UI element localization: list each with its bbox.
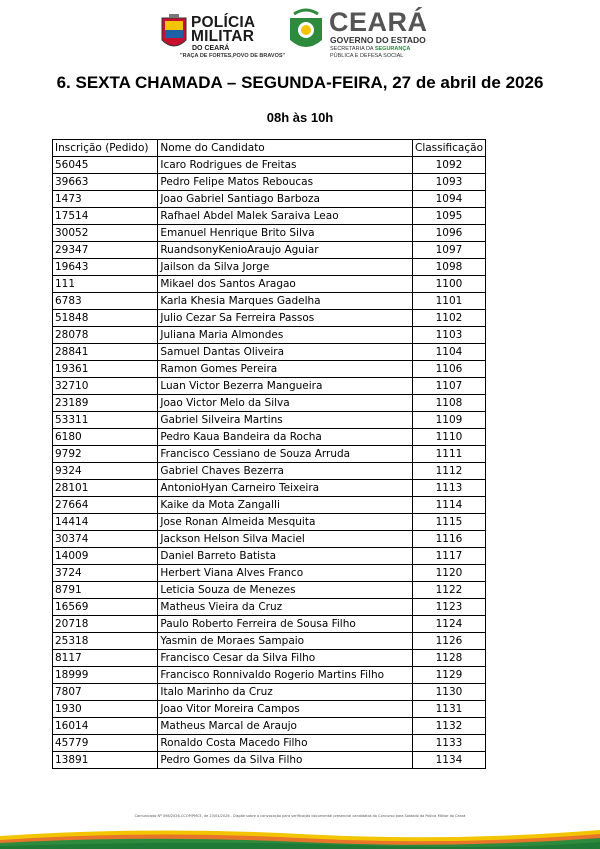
pm-line1: POLÍCIA <box>191 14 256 31</box>
cell-nome: Italo Marinho da Cruz <box>158 684 413 701</box>
table-row <box>53 378 486 395</box>
cell-nome: Juliana Maria Almondes <box>158 327 413 344</box>
cell-classificacao: 1100 <box>413 276 486 293</box>
cell-classificacao: 1109 <box>413 412 486 429</box>
time-slot: 08h às 10h <box>266 110 334 125</box>
cell-classificacao: 1129 <box>413 667 486 684</box>
cell-nome: Daniel Barreto Batista <box>158 548 413 565</box>
cell-nome: Jose Ronan Almeida Mesquita <box>158 514 413 531</box>
cell-classificacao: 1101 <box>413 293 486 310</box>
table-row <box>53 327 486 344</box>
cell-inscricao: 18999 <box>53 667 158 684</box>
cell-classificacao: 1092 <box>413 157 486 174</box>
table-body <box>53 157 486 769</box>
cell-nome: Ronaldo Costa Macedo Filho <box>158 735 413 752</box>
cell-inscricao: 30374 <box>53 531 158 548</box>
table-row <box>53 259 486 276</box>
table-row <box>53 582 486 599</box>
cell-inscricao: 29347 <box>53 242 158 259</box>
table-row <box>53 361 486 378</box>
cell-classificacao: 1116 <box>413 531 486 548</box>
cell-nome: Pedro Kaua Bandeira da Rocha <box>158 429 413 446</box>
cell-classificacao: 1132 <box>413 718 486 735</box>
cell-inscricao: 9792 <box>53 446 158 463</box>
sec-highlight: SEGURANÇA <box>374 46 411 52</box>
table-row <box>53 157 486 174</box>
cell-classificacao: 1131 <box>413 701 486 718</box>
cell-classificacao: 1133 <box>413 735 486 752</box>
pm-slogan: "RAÇA DE FORTES,POVO DE BRAVOS" <box>180 53 286 59</box>
cell-inscricao: 9324 <box>53 463 158 480</box>
cell-classificacao: 1096 <box>413 225 486 242</box>
cell-classificacao: 1095 <box>413 208 486 225</box>
cell-nome: Francisco Cessiano de Souza Arruda <box>158 446 413 463</box>
cell-nome: Pedro Gomes da Silva Filho <box>158 752 413 769</box>
cell-nome: Joao Victor Melo da Silva <box>158 395 413 412</box>
header-classificacao: Classificação <box>413 140 486 157</box>
cell-inscricao: 6783 <box>53 293 158 310</box>
sec-part1: SECRETARIA DA <box>330 46 374 52</box>
cell-inscricao: 7807 <box>53 684 158 701</box>
header-nome: Nome do Candidato <box>158 140 413 157</box>
table-row <box>53 310 486 327</box>
pm-line3: DO CEARÁ <box>192 45 230 52</box>
footer-color-band <box>0 822 600 849</box>
cell-classificacao: 1130 <box>413 684 486 701</box>
cell-inscricao: 56045 <box>53 157 158 174</box>
cell-inscricao: 111 <box>53 276 158 293</box>
cell-classificacao: 1113 <box>413 480 486 497</box>
table-row <box>53 650 486 667</box>
cell-nome: Jackson Helson Silva Maciel <box>158 531 413 548</box>
table-row <box>53 752 486 769</box>
pm-shield-icon <box>160 14 188 54</box>
table-row <box>53 276 486 293</box>
pm-logo-text <box>191 16 255 44</box>
cell-inscricao: 51848 <box>53 310 158 327</box>
cell-inscricao: 14414 <box>53 514 158 531</box>
cell-nome: AntonioHyan Carneiro Teixeira <box>158 480 413 497</box>
cell-classificacao: 1114 <box>413 497 486 514</box>
ceara-title: CEARÁ <box>329 7 428 37</box>
table-row <box>53 242 486 259</box>
table-row <box>53 412 486 429</box>
cell-inscricao: 20718 <box>53 616 158 633</box>
table-row <box>53 480 486 497</box>
cell-inscricao: 28101 <box>53 480 158 497</box>
sec-part2: PÚBLICA E DEFESA SOCIAL <box>330 52 404 59</box>
cell-nome: Paulo Roberto Ferreira de Sousa Filho <box>158 616 413 633</box>
cell-nome: Mikael dos Santos Aragao <box>158 276 413 293</box>
cell-nome: Joao Gabriel Santiago Barboza <box>158 191 413 208</box>
cell-classificacao: 1112 <box>413 463 486 480</box>
table-row <box>53 633 486 650</box>
cell-nome: Gabriel Chaves Bezerra <box>158 463 413 480</box>
cell-nome: Samuel Dantas Oliveira <box>158 344 413 361</box>
table-row <box>53 293 486 310</box>
table-row <box>53 174 486 191</box>
cell-inscricao: 16569 <box>53 599 158 616</box>
cell-nome: RuandsonyKenioAraujo Aguiar <box>158 242 413 259</box>
cell-inscricao: 19643 <box>53 259 158 276</box>
cell-inscricao: 3724 <box>53 565 158 582</box>
cell-inscricao: 28841 <box>53 344 158 361</box>
cell-nome: Joao Vitor Moreira Campos <box>158 701 413 718</box>
cell-nome: Matheus Marcal de Araujo <box>158 718 413 735</box>
cell-classificacao: 1107 <box>413 378 486 395</box>
cell-inscricao: 27664 <box>53 497 158 514</box>
cell-classificacao: 1124 <box>413 616 486 633</box>
table-row <box>53 599 486 616</box>
cell-inscricao: 39663 <box>53 174 158 191</box>
governo-label: GOVERNO DO ESTADO <box>330 35 426 45</box>
table-row <box>53 208 486 225</box>
cell-inscricao: 1930 <box>53 701 158 718</box>
cell-classificacao: 1122 <box>413 582 486 599</box>
cell-nome: Francisco Ronnivaldo Rogerio Martins Filho <box>158 667 413 684</box>
cell-nome: Herbert Viana Alves Franco <box>158 565 413 582</box>
table-row <box>53 531 486 548</box>
table-row <box>53 344 486 361</box>
table-row <box>53 667 486 684</box>
cell-nome: Gabriel Silveira Martins <box>158 412 413 429</box>
cell-nome: Jailson da Silva Jorge <box>158 259 413 276</box>
table-row <box>53 514 486 531</box>
cell-inscricao: 1473 <box>53 191 158 208</box>
cell-nome: Luan Victor Bezerra Mangueira <box>158 378 413 395</box>
cell-classificacao: 1097 <box>413 242 486 259</box>
cell-inscricao: 23189 <box>53 395 158 412</box>
cell-classificacao: 1108 <box>413 395 486 412</box>
cell-inscricao: 8791 <box>53 582 158 599</box>
footer-text: Comunicado Nº 098/2026-CCOP/PMCE, de 23/04/2026 - Dispõe sobre a convocação para verificação documental presencial candidatos do Concurso para Soldado da Polícia Militar do Ceará <box>134 814 466 818</box>
cell-nome: Francisco Cesar da Silva Filho <box>158 650 413 667</box>
table-row <box>53 684 486 701</box>
secretaria-label <box>330 46 410 59</box>
header <box>0 8 600 58</box>
cell-nome: Emanuel Henrique Brito Silva <box>158 225 413 242</box>
cell-classificacao: 1103 <box>413 327 486 344</box>
ceara-emblem-icon <box>286 8 326 56</box>
cell-classificacao: 1115 <box>413 514 486 531</box>
table-row <box>53 225 486 242</box>
table-row <box>53 463 486 480</box>
cell-classificacao: 1106 <box>413 361 486 378</box>
cell-classificacao: 1123 <box>413 599 486 616</box>
cell-inscricao: 53311 <box>53 412 158 429</box>
cell-inscricao: 19361 <box>53 361 158 378</box>
cell-classificacao: 1094 <box>413 191 486 208</box>
cell-inscricao: 30052 <box>53 225 158 242</box>
cell-nome: Rafhael Abdel Malek Saraiva Leao <box>158 208 413 225</box>
table-row <box>53 446 486 463</box>
cell-classificacao: 1110 <box>413 429 486 446</box>
cell-classificacao: 1102 <box>413 310 486 327</box>
cell-inscricao: 17514 <box>53 208 158 225</box>
cell-classificacao: 1134 <box>413 752 486 769</box>
cell-nome: Leticia Souza de Menezes <box>158 582 413 599</box>
cell-classificacao: 1111 <box>413 446 486 463</box>
table-row <box>53 718 486 735</box>
cell-classificacao: 1128 <box>413 650 486 667</box>
table-row <box>53 565 486 582</box>
page-title: 6. SEXTA CHAMADA – SEGUNDA-FEIRA, 27 de abril de 2026 <box>56 73 544 92</box>
cell-classificacao: 1098 <box>413 259 486 276</box>
cell-nome: Karla Khesia Marques Gadelha <box>158 293 413 310</box>
cell-classificacao: 1117 <box>413 548 486 565</box>
cell-classificacao: 1104 <box>413 344 486 361</box>
header-inscricao: Inscrição (Pedido) <box>53 140 158 157</box>
cell-inscricao: 6180 <box>53 429 158 446</box>
table-row <box>53 191 486 208</box>
cell-inscricao: 13891 <box>53 752 158 769</box>
cell-nome: Julio Cezar Sa Ferreira Passos <box>158 310 413 327</box>
cell-inscricao: 45779 <box>53 735 158 752</box>
cell-inscricao: 8117 <box>53 650 158 667</box>
cell-inscricao: 28078 <box>53 327 158 344</box>
cell-inscricao: 25318 <box>53 633 158 650</box>
table-row <box>53 616 486 633</box>
candidates-table <box>52 139 486 769</box>
cell-classificacao: 1126 <box>413 633 486 650</box>
table-row <box>53 548 486 565</box>
cell-nome: Pedro Felipe Matos Reboucas <box>158 174 413 191</box>
cell-inscricao: 32710 <box>53 378 158 395</box>
cell-inscricao: 16014 <box>53 718 158 735</box>
cell-nome: Icaro Rodrigues de Freitas <box>158 157 413 174</box>
table-row <box>53 701 486 718</box>
cell-nome: Matheus Vieira da Cruz <box>158 599 413 616</box>
table-row <box>53 735 486 752</box>
table-row <box>53 497 486 514</box>
table-row <box>53 395 486 412</box>
table-row <box>53 429 486 446</box>
cell-classificacao: 1093 <box>413 174 486 191</box>
table-header-row <box>53 140 486 157</box>
cell-classificacao: 1120 <box>413 565 486 582</box>
pm-line2: MILITAR <box>191 28 255 45</box>
cell-nome: Yasmin de Moraes Sampaio <box>158 633 413 650</box>
cell-nome: Kaike da Mota Zangalli <box>158 497 413 514</box>
cell-inscricao: 14009 <box>53 548 158 565</box>
cell-nome: Ramon Gomes Pereira <box>158 361 413 378</box>
